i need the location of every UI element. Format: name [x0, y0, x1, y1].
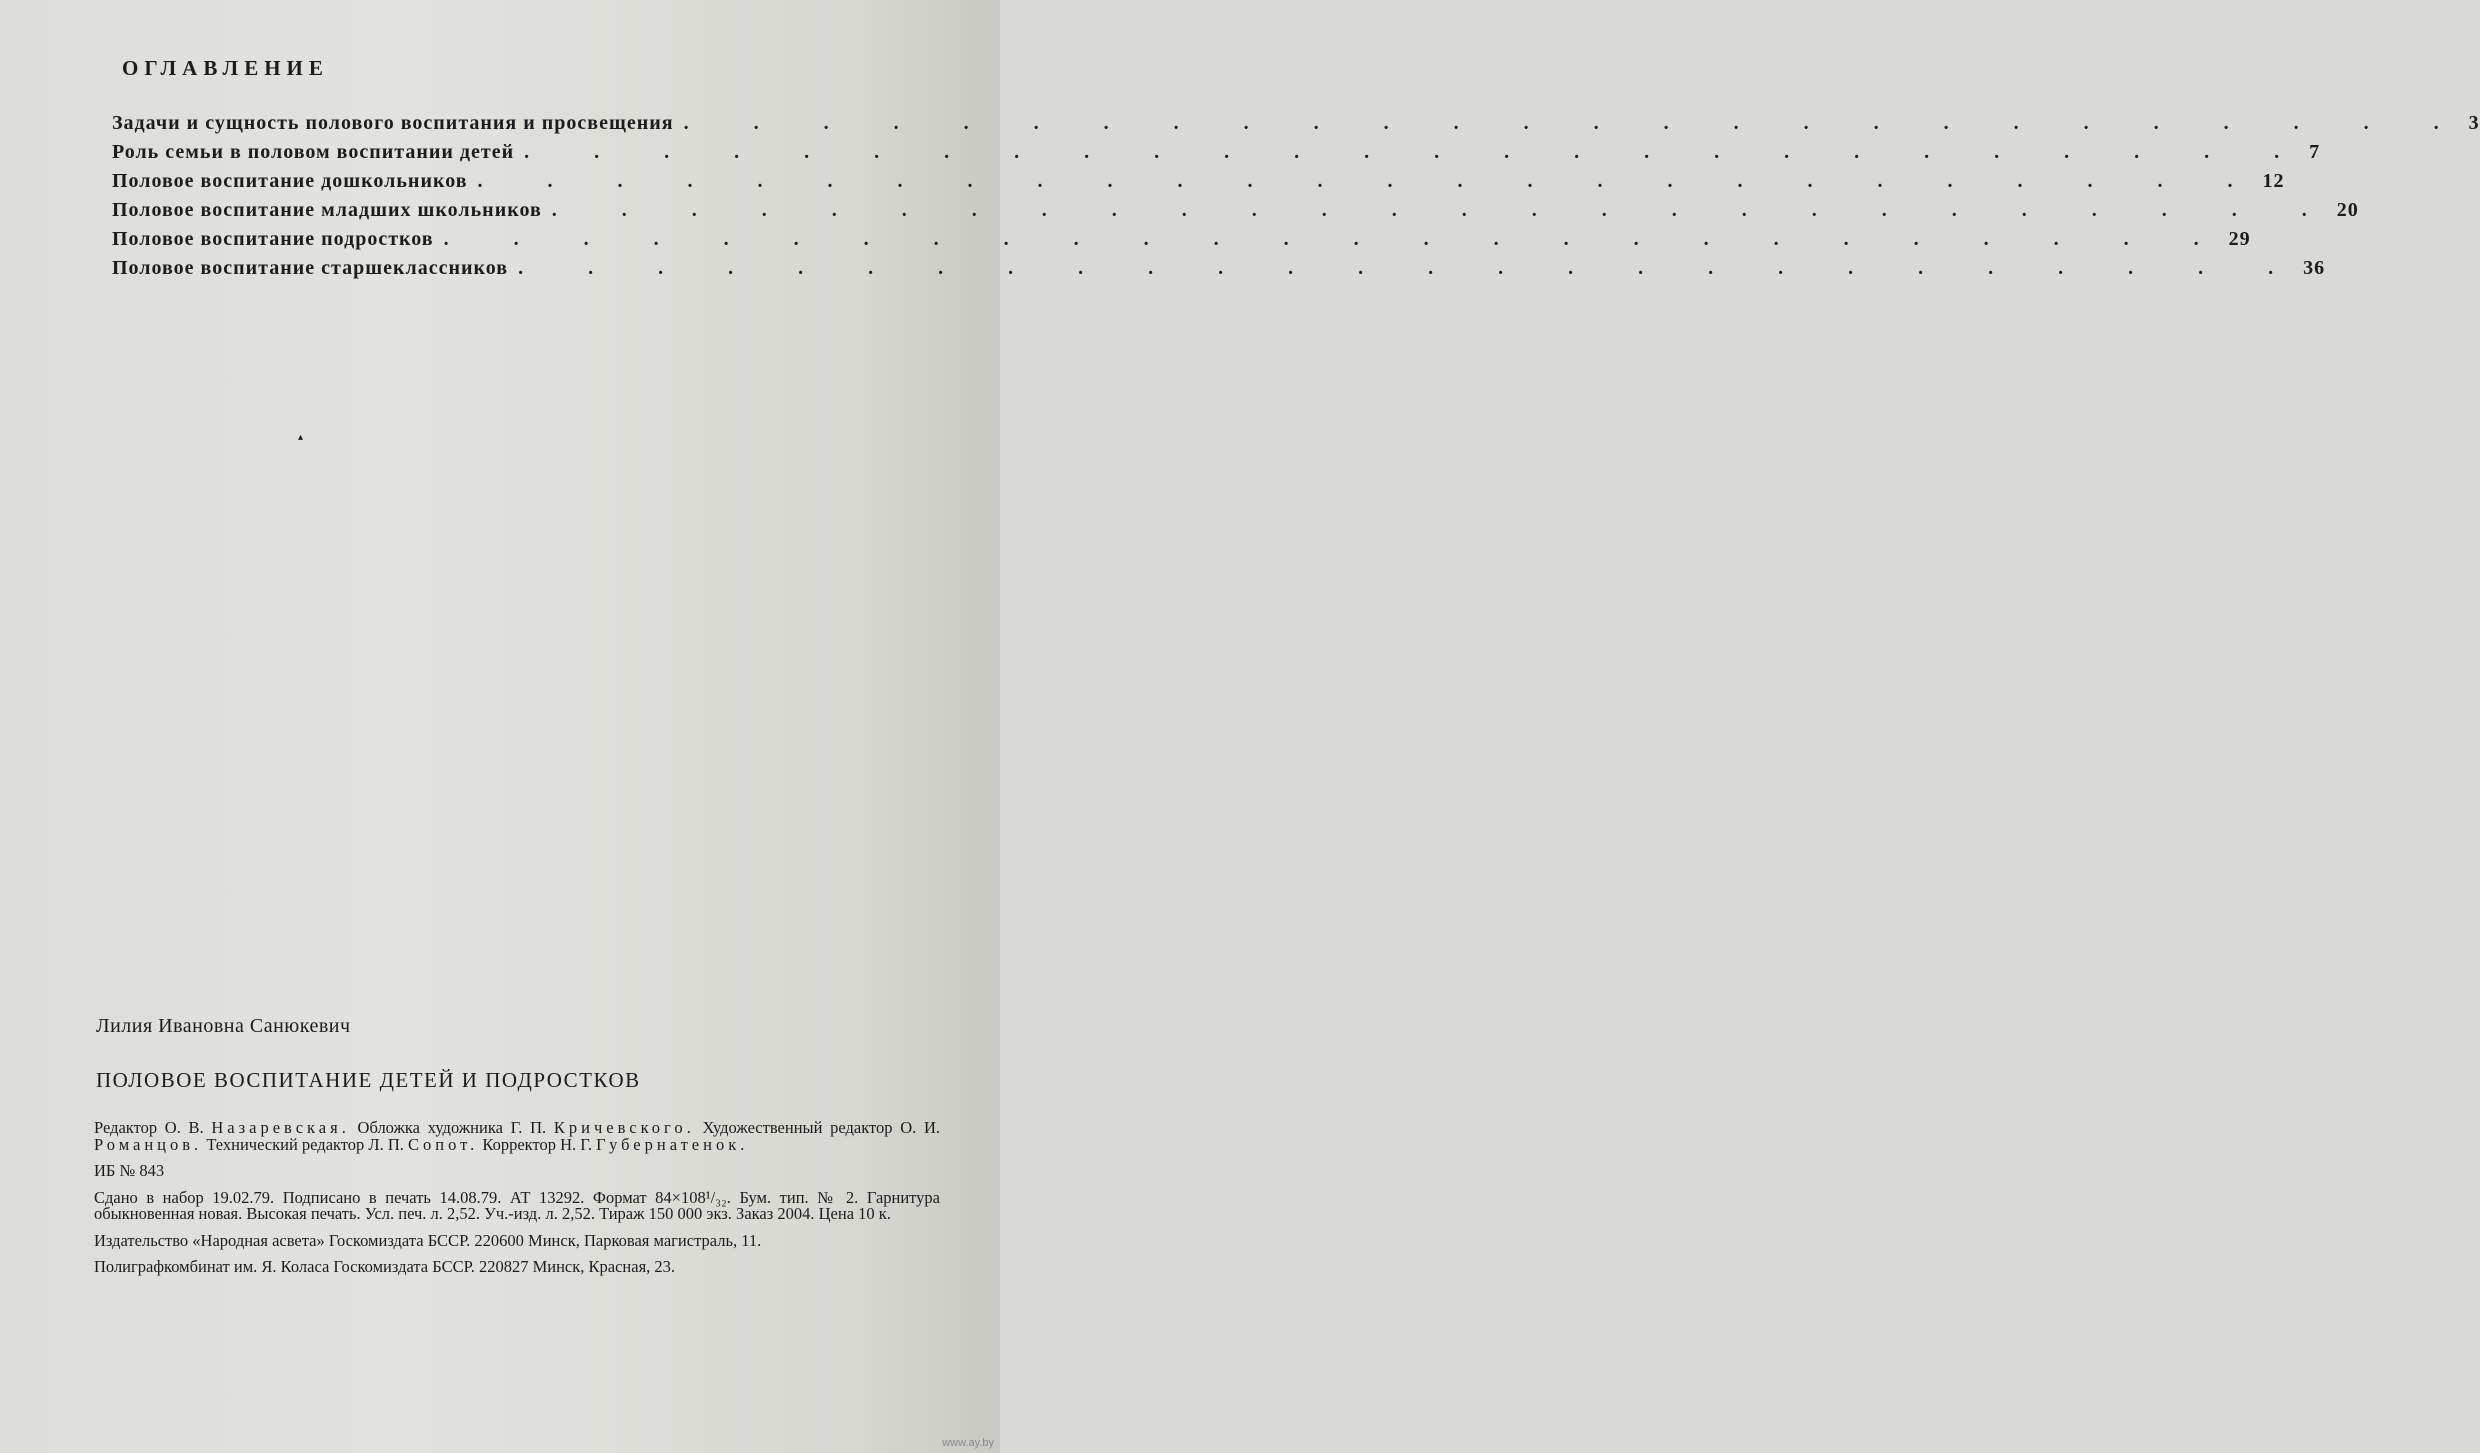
toc-entry-title: Половое воспитание подростков — [112, 228, 434, 250]
toc-entry-title: Задачи и сущность полового воспитания и просвещения — [112, 112, 674, 134]
toc-entry-page: 20 — [2336, 199, 2359, 221]
toc-entry — [112, 170, 2285, 199]
tech-editor-label: Технический редактор Л. П. — [206, 1134, 404, 1154]
editor-label: Редактор О. В. — [94, 1118, 204, 1137]
toc-leader: . . . . . . . . . . . . . . . . . . . . . . . . . . — [683, 112, 2469, 134]
watermark: www.ay.by — [942, 1437, 994, 1449]
toc-entry — [112, 257, 2326, 286]
toc-entry-title: Роль семьи в половом воспитании детей — [112, 141, 515, 163]
toc-entry-title: Половое воспитание младших школьников — [112, 199, 542, 221]
tech-editor-name: Сопот. — [408, 1134, 479, 1154]
art-editor-label: Художественный редактор О. И. — [702, 1118, 940, 1137]
toc-entry-page: 36 — [2303, 257, 2326, 279]
toc-entry-page: 3 — [2468, 112, 2480, 134]
paper-speck: ▴ — [298, 432, 304, 443]
book-title: ПОЛОВОЕ ВОСПИТАНИЕ ДЕТЕЙ И ПОДРОСТКОВ — [96, 1068, 641, 1092]
toc-entry — [112, 228, 2251, 257]
toc-entry-page: 7 — [2309, 141, 2321, 163]
art-editor-name: Романцов. — [94, 1134, 203, 1154]
toc-leader: . . . . . . . . . . . . . . . . . . . . . . . . . . — [443, 228, 2229, 250]
toc-entry — [112, 199, 2359, 228]
toc-leader: . . . . . . . . . . . . . . . . . . . . . . . . . . — [518, 257, 2304, 279]
toc-heading: ОГЛАВЛЕНИЕ — [122, 56, 329, 80]
toc-entry-page: 12 — [2262, 170, 2285, 192]
publisher-info: Издательство «Народная асвета» Госкомиздата БССР. 220600 Минск, Парковая магистраль, 11. — [94, 1230, 762, 1250]
toc-leader: . . . . . . . . . . . . . . . . . . . . . . . . . . — [551, 199, 2337, 221]
credits-paragraph — [94, 1120, 940, 1153]
toc-leader: . . . . . . . . . . . . . . . . . . . . . . . . . . — [524, 141, 2310, 163]
toc-entry-title: Половое воспитание дошкольников — [112, 170, 468, 192]
proofreader-name: Губернатенок. — [596, 1134, 749, 1154]
ib-number: ИБ № 843 — [94, 1161, 165, 1180]
toc-entry-title: Половое воспитание старшеклассников — [112, 257, 509, 279]
proofreader-label: Корректор Н. Г. — [482, 1134, 593, 1154]
imprint-block — [94, 1120, 940, 1286]
toc-entry — [112, 141, 2321, 170]
cover-artist-name: Кричевского. — [553, 1118, 695, 1137]
toc-entry — [112, 112, 2480, 141]
editor-name: Назаревская. — [211, 1118, 350, 1137]
table-of-contents — [112, 112, 2480, 286]
cover-label: Обложка художника Г. П. — [357, 1118, 547, 1137]
printer-info: Полиграфкомбинат им. Я. Коласа Госкомиздата БССР. 220827 Минск, Красная, 23. — [94, 1257, 676, 1276]
print-info: Сдано в набор 19.02.79. Подписано в печать 14.08.79. АТ 13292. Формат 84×108¹/₃₂. Бум. тип. № 2. Гарнитура обыкновенная новая. Высокая печать. Усл. печ. л. 2,52. Уч.-изд. л. 2,52. Тираж 150 000 экз. Заказ 2004. Цена 10 к. — [94, 1187, 940, 1223]
author-name: Лилия Ивановна Санюкевич — [96, 1015, 351, 1037]
toc-leader: . . . . . . . . . . . . . . . . . . . . . . . . . . — [477, 170, 2263, 192]
toc-entry-page: 29 — [2228, 228, 2251, 250]
